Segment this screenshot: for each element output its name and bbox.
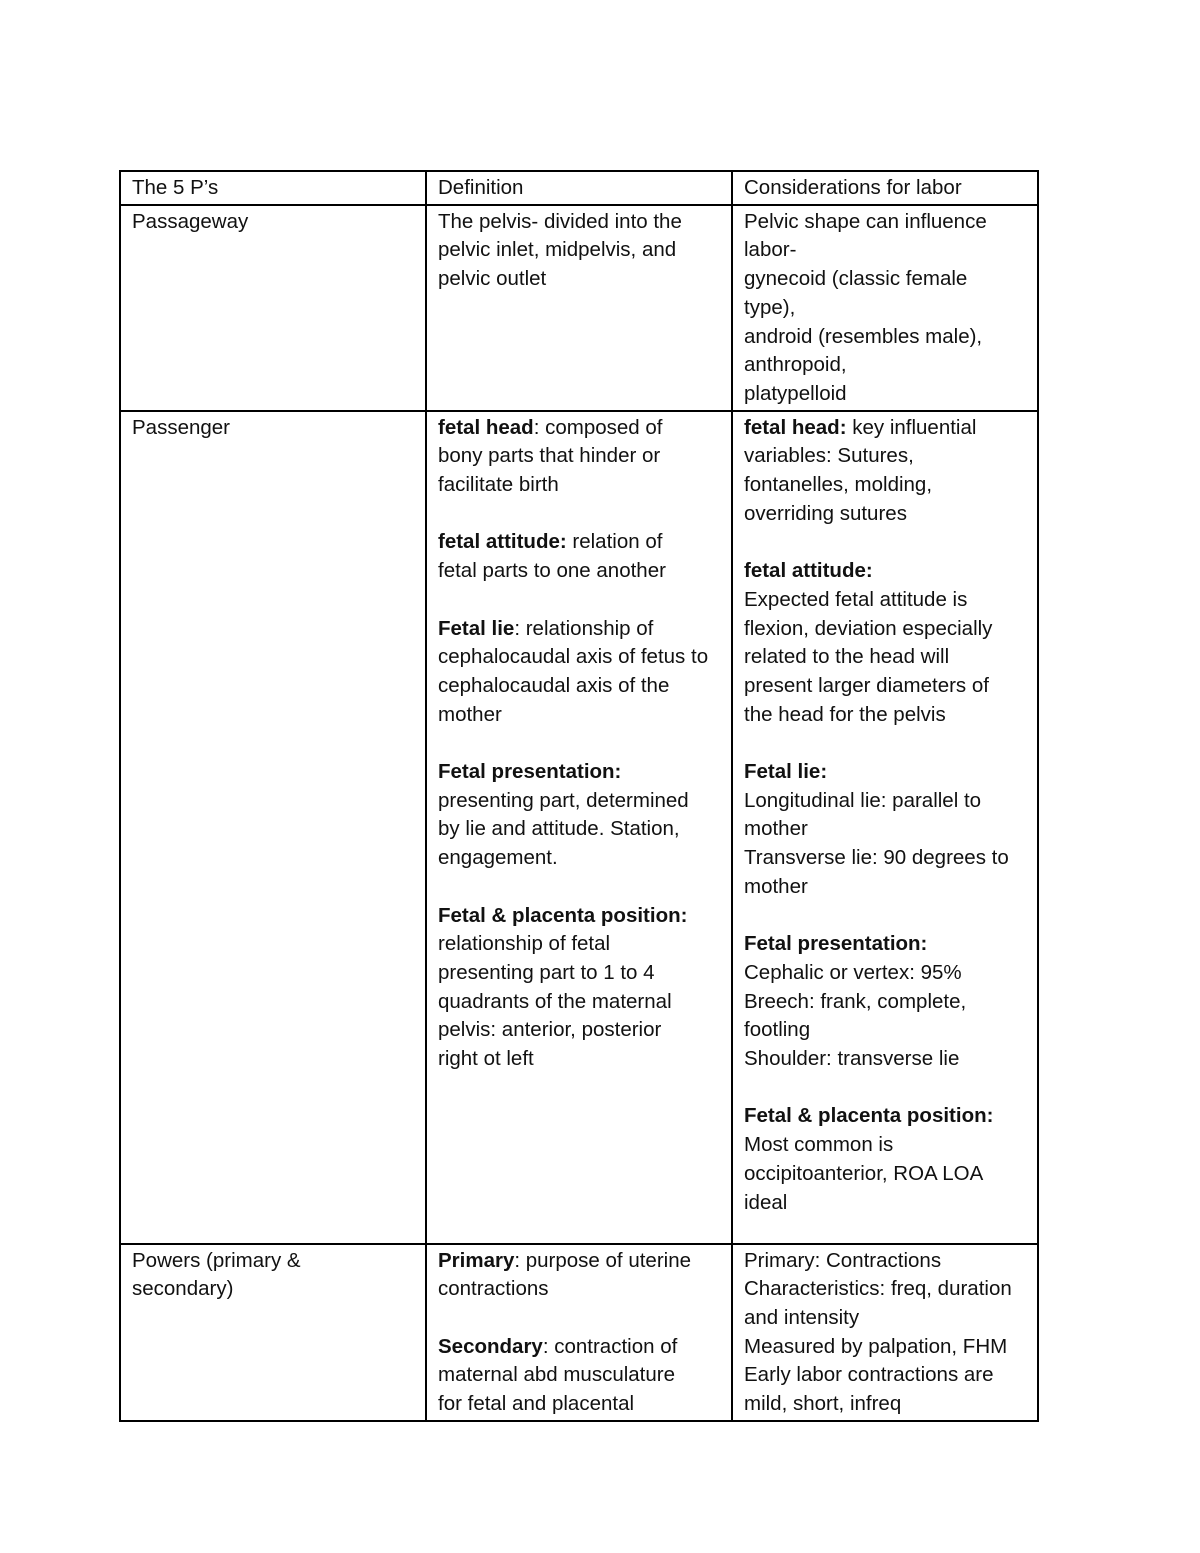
text-line: present larger diameters of [744,673,989,697]
text-line: gynecoid (classic female [744,267,968,291]
text-line [438,758,721,787]
cell-passenger-name: Passenger [120,411,426,1244]
term-label: Fetal & placenta position: [744,1104,994,1128]
text-line: labor- [744,238,797,262]
text-line [744,557,1027,586]
text-line: quadrants of the maternal [438,989,672,1013]
term-text: : relationship of [514,616,654,640]
text-line: Characteristics: freq, duration [744,1277,1012,1301]
table-header-row [120,171,1038,205]
term-label: fetal head [438,415,534,439]
term-text: : composed of [533,415,663,439]
term-text: key influential [846,415,977,439]
spacer [438,1304,721,1333]
header-cell-definition: Definition [426,171,732,205]
text-line: mother [744,817,808,841]
text-line: The pelvis- divided into the [438,209,682,233]
cell-powers-considerations [732,1244,1038,1421]
text-line: ideal [744,1190,788,1214]
text-line [438,615,721,644]
text-line: occipitoanterior, ROA LOA [744,1161,984,1185]
text-line: and intensity [744,1306,860,1330]
text-line: Shoulder: transverse lie [744,1047,960,1071]
text-line: the head for the pelvis [744,702,946,726]
spacer [744,729,1027,758]
text-line: anthropoid, [744,353,847,377]
text-line: mother [438,702,502,726]
text-line: engagement. [438,846,558,870]
term-label: Primary [438,1248,515,1272]
term-label: fetal attitude: [438,530,567,554]
text-line: Cephalic or vertex: 95% [744,960,962,984]
cell-powers-name [120,1244,426,1421]
text-line: overriding sutures [744,501,907,525]
text-line: fetal parts to one another [438,559,666,583]
text-line: facilitate birth [438,473,559,497]
text-line: Pelvic shape can influence [744,209,987,233]
text-line: footling [744,1018,811,1042]
spacer [744,902,1027,931]
text-line: secondary) [132,1277,234,1301]
term-label: Secondary [438,1334,543,1358]
term-label: Fetal lie: [744,760,828,784]
text-line: contractions [438,1277,549,1301]
term-text: relation of [566,530,663,554]
term-label: Fetal presentation: [438,760,622,784]
spacer [438,873,721,902]
text-line [744,758,1027,787]
spacer [438,729,721,758]
text-line [438,1333,721,1362]
text-line: Most common is [744,1133,894,1157]
text-line [438,528,721,557]
text-line: maternal abd musculature [438,1363,676,1387]
text-line: mother [744,874,808,898]
cell-passageway-considerations [732,205,1038,411]
text-line: type), [744,295,796,319]
text-line [438,902,721,931]
text-line: related to the head will [744,645,950,669]
table-row-passageway [120,205,1038,411]
table-row-powers [120,1244,1038,1421]
term-label: Fetal & placenta position: [438,903,688,927]
text-line: Longitudinal lie: parallel to [744,788,982,812]
text-line: mild, short, infreq [744,1392,902,1416]
term-label: Fetal presentation: [744,932,928,956]
table-row-passenger [120,411,1038,1244]
cell-passenger-considerations [732,411,1038,1244]
cell-powers-definition [426,1244,732,1421]
header-cell-considerations: Considerations for labor [732,171,1038,205]
text-line: for fetal and placental [438,1392,635,1416]
spacer [438,586,721,615]
text-line: pelvic outlet [438,267,547,291]
term-label: fetal head: [744,415,847,439]
five-ps-table [119,170,1039,1422]
text-line: Measured by palpation, FHM [744,1334,1008,1358]
text-line: Breech: frank, complete, [744,989,967,1013]
text-line: Early labor contractions are [744,1363,994,1387]
spacer [744,1074,1027,1103]
text-line [744,414,1027,443]
spacer [438,500,721,529]
text-line [438,414,721,443]
term-text: : purpose of uterine [514,1248,692,1272]
text-line: presenting part to 1 to 4 [438,960,655,984]
text-line: fontanelles, molding, [744,473,933,497]
text-line: platypelloid [744,381,847,405]
text-line: Primary: Contractions [744,1248,942,1272]
text-line: bony parts that hinder or [438,444,661,468]
text-line: Expected fetal attitude is [744,587,968,611]
text-line: pelvic inlet, midpelvis, and [438,238,677,262]
cell-passageway-name: Passageway [120,205,426,411]
cell-passageway-definition [426,205,732,411]
cell-passenger-definition [426,411,732,1244]
text-line: variables: Sutures, [744,444,914,468]
text-line: Powers (primary & [132,1248,301,1272]
text-line: right ot left [438,1047,534,1071]
text-line: android (resembles male), [744,324,983,348]
text-line [744,1102,1027,1131]
term-text: : contraction of [542,1334,678,1358]
text-line: Transverse lie: 90 degrees to [744,846,1009,870]
text-line [438,1247,721,1276]
text-line: cephalocaudal axis of fetus to [438,645,709,669]
header-cell-five-ps: The 5 P’s [120,171,426,205]
text-line: presenting part, determined [438,788,689,812]
text-line: relationship of fetal [438,932,611,956]
text-line [744,930,1027,959]
term-label: fetal attitude: [744,559,873,583]
text-line: flexion, deviation especially [744,616,993,640]
term-label: Fetal lie [438,616,515,640]
spacer [744,528,1027,557]
text-line: pelvis: anterior, posterior [438,1018,662,1042]
text-line: by lie and attitude. Station, [438,817,680,841]
text-line: cephalocaudal axis of the [438,673,670,697]
